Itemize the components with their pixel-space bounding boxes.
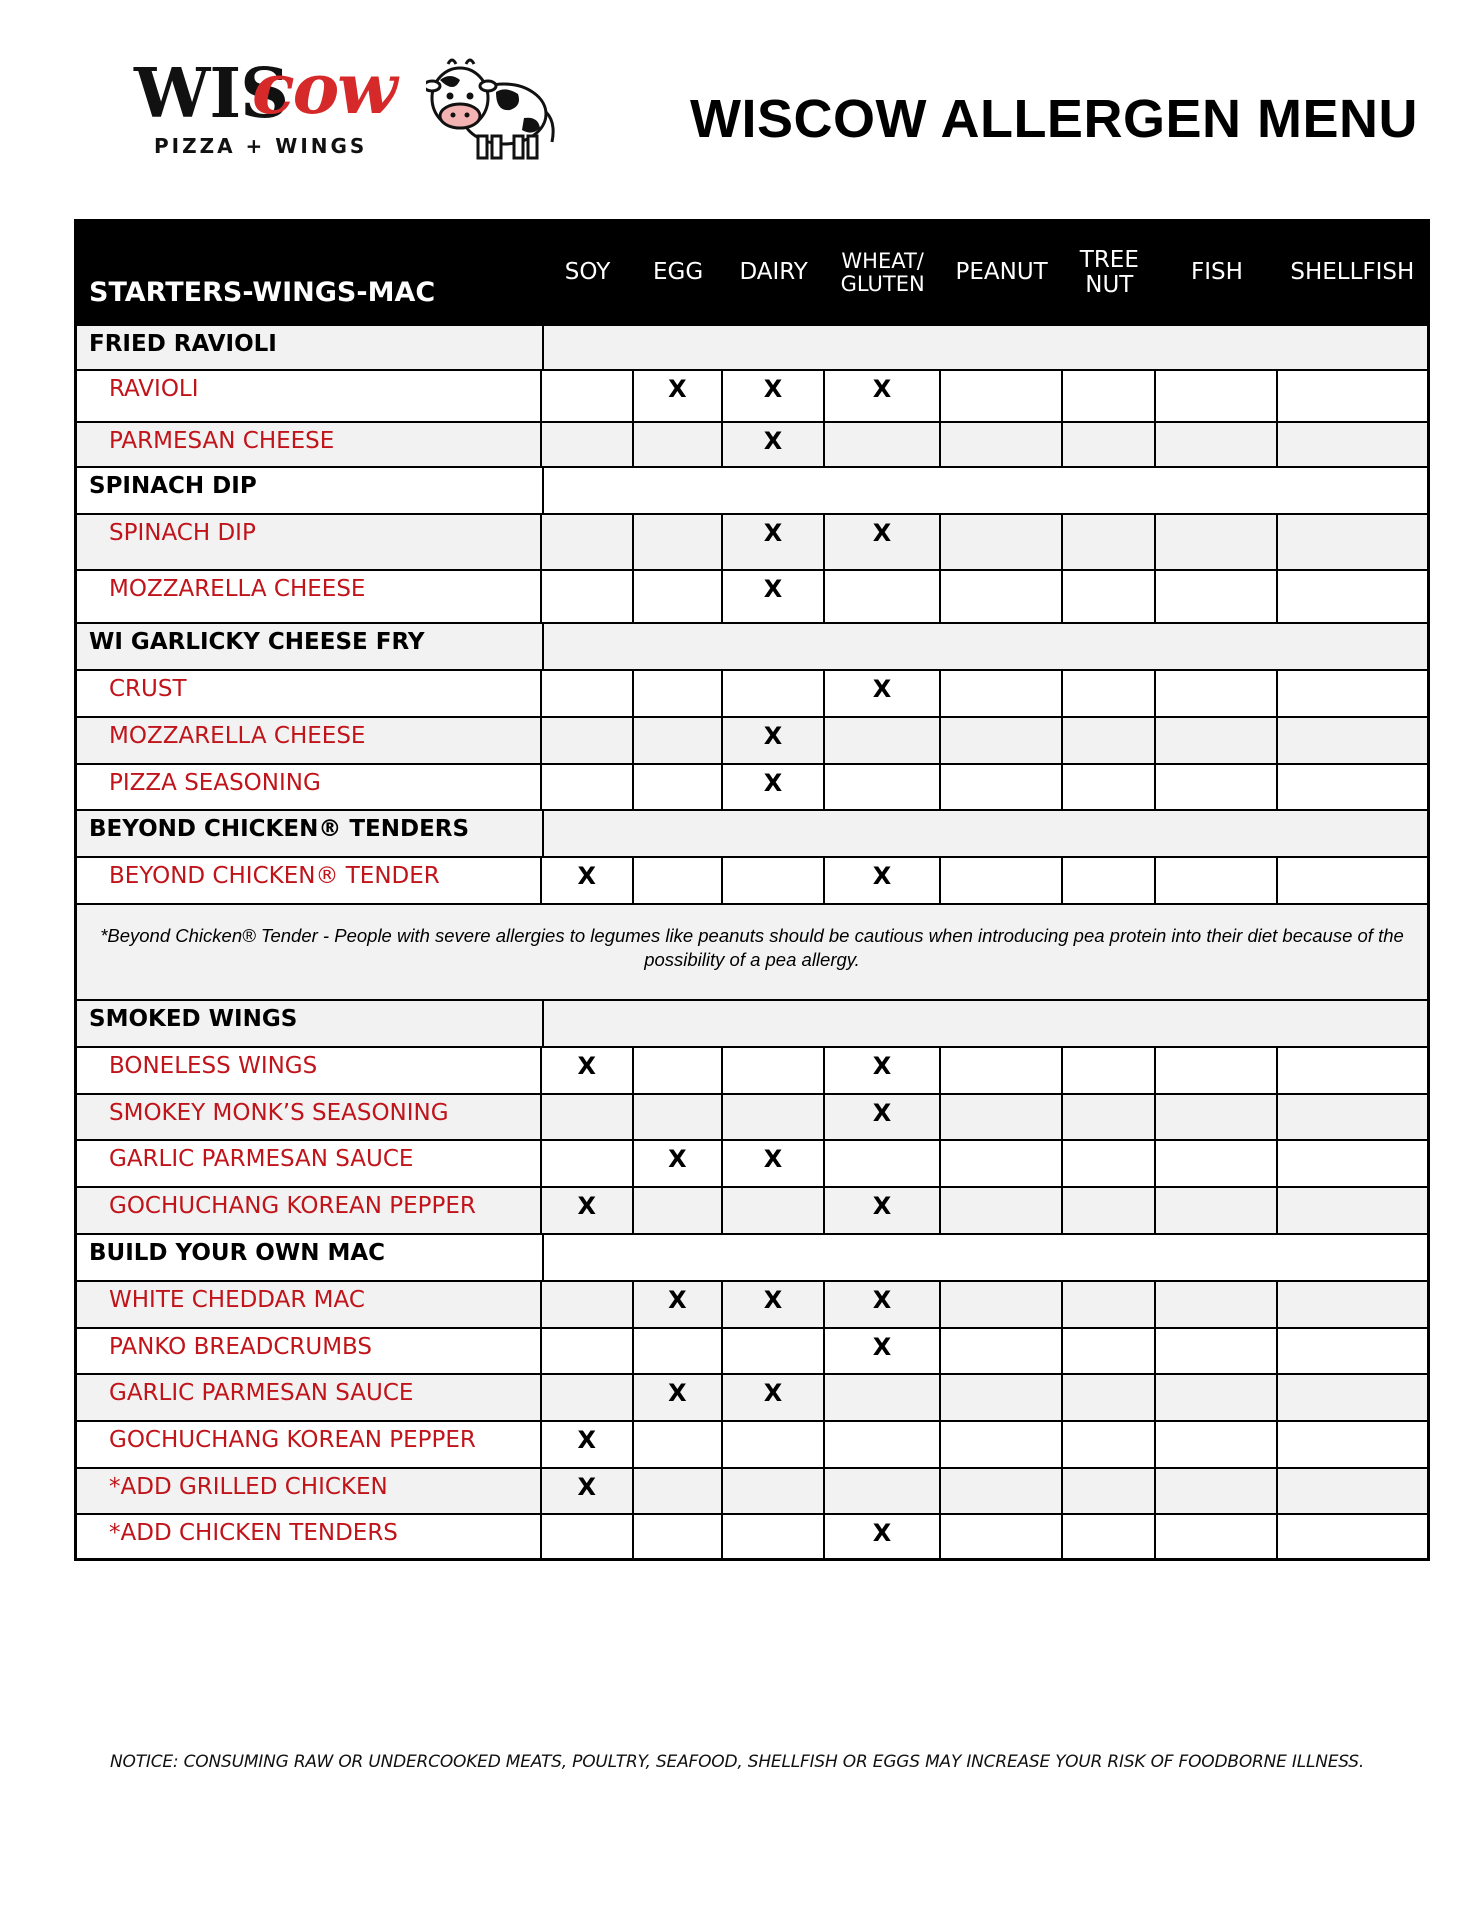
table-row <box>77 669 1427 716</box>
table-row <box>77 569 1427 622</box>
allergen-cell <box>1278 1469 1427 1513</box>
allergen-cell <box>1063 1375 1157 1420</box>
column-header-shellfish: SHELLFISH <box>1290 259 1415 286</box>
allergen-cell: X <box>634 1141 724 1186</box>
allergen-cell <box>634 1329 724 1373</box>
allergen-cell <box>825 1375 941 1420</box>
allergen-cell: X <box>542 1048 634 1093</box>
allergen-cell <box>1156 1188 1277 1233</box>
item-name: MOZZARELLA CHEESE <box>77 571 542 622</box>
allergen-cell <box>1063 671 1157 716</box>
allergen-cell <box>1156 1469 1277 1513</box>
item-name: *ADD GRILLED CHICKEN <box>77 1469 542 1513</box>
allergen-cell <box>825 1422 941 1467</box>
table-row <box>77 1327 1427 1373</box>
allergen-cell <box>542 1141 634 1186</box>
allergen-cell <box>1156 671 1277 716</box>
allergen-cell <box>1278 1515 1427 1558</box>
allergen-cell <box>941 1375 1062 1420</box>
allergen-cell <box>634 423 724 466</box>
table-row <box>77 1046 1427 1093</box>
allergen-cell <box>1156 1282 1277 1327</box>
section-title: FRIED RAVIOLI <box>77 326 544 369</box>
allergen-cell <box>825 423 941 466</box>
allergen-cell <box>723 1188 825 1233</box>
allergen-cell <box>1156 1329 1277 1373</box>
allergen-cell <box>941 1515 1062 1558</box>
allergen-cell: X <box>542 858 634 903</box>
allergen-cell <box>941 1095 1062 1139</box>
allergen-cell <box>941 423 1062 466</box>
allergen-cell <box>1063 571 1157 622</box>
column-header-egg: EGG <box>653 259 704 286</box>
allergen-cell <box>542 423 634 466</box>
allergen-cell <box>941 1048 1062 1093</box>
allergen-cell <box>825 718 941 763</box>
allergen-cell <box>542 671 634 716</box>
allergen-cell <box>723 1469 825 1513</box>
allergen-cell <box>1278 1048 1427 1093</box>
allergen-cell <box>1156 571 1277 622</box>
allergen-cell <box>1278 1329 1427 1373</box>
allergen-cell: X <box>542 1422 634 1467</box>
allergen-cell: X <box>825 1095 941 1139</box>
table-row <box>77 1373 1427 1420</box>
item-name: PANKO BREADCRUMBS <box>77 1329 542 1373</box>
allergen-cell <box>542 571 634 622</box>
allergen-cell <box>1063 371 1157 421</box>
item-name: CRUST <box>77 671 542 716</box>
allergen-cell <box>825 1141 941 1186</box>
item-name: SPINACH DIP <box>77 515 542 569</box>
item-name: SMOKEY MONK’S SEASONING <box>77 1095 542 1139</box>
allergen-cell <box>941 718 1062 763</box>
allergen-cell <box>634 1515 724 1558</box>
item-name: PARMESAN CHEESE <box>77 423 542 466</box>
allergen-cell: X <box>825 1048 941 1093</box>
logo-subtitle: PIZZA + WINGS <box>154 134 368 158</box>
allergen-cell: X <box>825 1188 941 1233</box>
allergen-cell <box>634 1422 724 1467</box>
item-name: RAVIOLI <box>77 371 542 421</box>
item-name: BEYOND CHICKEN® TENDER <box>77 858 542 903</box>
allergen-cell: X <box>634 371 724 421</box>
item-name: GARLIC PARMESAN SAUCE <box>77 1375 542 1420</box>
section-row <box>77 622 1427 669</box>
section-spacer <box>544 468 1427 513</box>
allergen-cell: X <box>825 1329 941 1373</box>
allergen-cell <box>1278 765 1427 809</box>
section-spacer <box>544 811 1427 856</box>
allergen-cell <box>634 1095 724 1139</box>
item-name: *ADD CHICKEN TENDERS <box>77 1515 542 1558</box>
logo-wordmark-cow: cow <box>252 47 396 130</box>
allergen-cell <box>1156 718 1277 763</box>
section-spacer <box>544 624 1427 669</box>
allergen-cell <box>1278 1375 1427 1420</box>
allergen-cell <box>941 1329 1062 1373</box>
column-header-peanut: PEANUT <box>955 259 1048 286</box>
item-name: WHITE CHEDDAR MAC <box>77 1282 542 1327</box>
allergen-cell <box>1278 515 1427 569</box>
allergen-cell: X <box>634 1375 724 1420</box>
allergen-cell <box>1063 1095 1157 1139</box>
table-row <box>77 513 1427 569</box>
section-row <box>77 999 1427 1046</box>
allergen-cell <box>634 1469 724 1513</box>
allergen-cell: X <box>723 1282 825 1327</box>
allergen-cell <box>723 1048 825 1093</box>
table-body <box>77 324 1427 1558</box>
allergen-cell <box>941 1469 1062 1513</box>
allergen-cell <box>1278 1095 1427 1139</box>
allergen-cell <box>941 1141 1062 1186</box>
item-name: GOCHUCHANG KOREAN PEPPER <box>77 1422 542 1467</box>
allergen-cell: X <box>542 1188 634 1233</box>
allergen-cell <box>1278 1282 1427 1327</box>
allergen-cell <box>1063 515 1157 569</box>
item-name: GOCHUCHANG KOREAN PEPPER <box>77 1188 542 1233</box>
allergen-cell <box>542 1329 634 1373</box>
allergen-cell <box>1156 371 1277 421</box>
allergen-cell <box>542 1095 634 1139</box>
column-header-tree-nut: TREE NUT <box>1079 246 1139 298</box>
allergen-cell <box>1063 858 1157 903</box>
allergen-cell: X <box>825 858 941 903</box>
section-spacer <box>544 1235 1427 1280</box>
allergen-cell <box>1063 1141 1157 1186</box>
table-row <box>77 1093 1427 1139</box>
table-row <box>77 1513 1427 1558</box>
allergen-cell <box>1278 858 1427 903</box>
allergen-cell <box>542 371 634 421</box>
allergen-cell <box>1156 1515 1277 1558</box>
allergen-cell <box>1156 1095 1277 1139</box>
table-row <box>77 856 1427 903</box>
allergen-cell <box>634 1188 724 1233</box>
allergen-cell: X <box>723 571 825 622</box>
allergen-cell <box>1063 1188 1157 1233</box>
allergen-cell <box>1063 1469 1157 1513</box>
item-name: PIZZA SEASONING <box>77 765 542 809</box>
section-title: BUILD YOUR OWN MAC <box>77 1235 544 1280</box>
allergen-cell <box>1063 423 1157 466</box>
allergen-cell <box>941 858 1062 903</box>
allergen-cell <box>1156 1141 1277 1186</box>
allergen-cell <box>825 765 941 809</box>
table-row <box>77 1139 1427 1186</box>
allergen-cell <box>1156 1422 1277 1467</box>
allergen-cell <box>542 1515 634 1558</box>
allergen-cell <box>941 1282 1062 1327</box>
table-header <box>77 222 1427 324</box>
section-spacer <box>544 1001 1427 1046</box>
allergen-cell <box>1278 1141 1427 1186</box>
allergen-cell <box>542 1375 634 1420</box>
allergen-cell: X <box>634 1282 724 1327</box>
allergen-cell <box>941 765 1062 809</box>
section-title: WI GARLICKY CHEESE FRY <box>77 624 544 669</box>
allergen-cell <box>941 371 1062 421</box>
allergen-cell: X <box>825 671 941 716</box>
allergen-cell <box>1063 718 1157 763</box>
allergen-cell <box>723 1329 825 1373</box>
allergen-cell <box>1063 1048 1157 1093</box>
table-row <box>77 1467 1427 1513</box>
allergen-cell <box>1278 718 1427 763</box>
allergen-cell <box>941 671 1062 716</box>
allergen-cell <box>1278 371 1427 421</box>
allergen-cell: X <box>723 1375 825 1420</box>
allergen-cell <box>723 1515 825 1558</box>
allergen-cell <box>634 515 724 569</box>
allergen-cell: X <box>825 371 941 421</box>
allergen-cell <box>1278 1422 1427 1467</box>
allergen-cell <box>941 1188 1062 1233</box>
allergen-cell: X <box>723 718 825 763</box>
allergen-cell <box>1278 671 1427 716</box>
allergen-cell <box>634 718 724 763</box>
allergen-cell <box>634 671 724 716</box>
allergen-cell <box>1156 515 1277 569</box>
column-header-fish: FISH <box>1191 259 1243 286</box>
allergen-cell <box>941 571 1062 622</box>
column-header-soy: SOY <box>564 259 611 286</box>
allergen-cell: X <box>825 1515 941 1558</box>
allergen-cell <box>1156 765 1277 809</box>
cow-mascot-icon <box>426 52 556 162</box>
section-row <box>77 809 1427 856</box>
section-title: SMOKED WINGS <box>77 1001 544 1046</box>
allergen-cell <box>723 671 825 716</box>
section-row <box>77 1233 1427 1280</box>
allergen-cell <box>542 765 634 809</box>
allergen-cell <box>634 858 724 903</box>
allergen-cell <box>542 515 634 569</box>
allergen-cell <box>825 1469 941 1513</box>
allergen-cell <box>1278 423 1427 466</box>
allergen-cell: X <box>825 1282 941 1327</box>
allergen-cell <box>723 1095 825 1139</box>
allergen-table <box>74 219 1430 1561</box>
allergen-cell <box>1063 1329 1157 1373</box>
allergen-cell <box>1156 1048 1277 1093</box>
pea-protein-note: *Beyond Chicken® Tender - People with severe allergies to legumes like peanuts should be cautious when introducing pea protein into their diet because of the possibility of a pea allergy. <box>77 903 1427 999</box>
table-row <box>77 1280 1427 1327</box>
allergen-cell <box>1278 571 1427 622</box>
allergen-cell <box>825 571 941 622</box>
allergen-cell: X <box>723 1141 825 1186</box>
table-row <box>77 763 1427 809</box>
table-row <box>77 1420 1427 1467</box>
allergen-cell: X <box>723 371 825 421</box>
page-title: WISCOW ALLERGEN MENU <box>690 89 1418 149</box>
table-row <box>77 1186 1427 1233</box>
allergen-cell <box>1063 1282 1157 1327</box>
allergen-cell: X <box>723 515 825 569</box>
table-row <box>77 716 1427 763</box>
table-row <box>77 369 1427 421</box>
table-row <box>77 421 1427 466</box>
allergen-cell <box>1063 1422 1157 1467</box>
allergen-cell: X <box>825 515 941 569</box>
wiscow-logo <box>134 47 554 170</box>
allergen-cell <box>634 1048 724 1093</box>
allergen-cell <box>723 1422 825 1467</box>
section-spacer <box>544 326 1427 369</box>
item-name: GARLIC PARMESAN SAUCE <box>77 1141 542 1186</box>
allergen-cell <box>1278 1188 1427 1233</box>
section-row <box>77 324 1427 369</box>
allergen-cell <box>542 1282 634 1327</box>
column-header-wheat-gluten: WHEAT/ GLUTEN <box>840 248 925 296</box>
allergen-cell <box>1063 765 1157 809</box>
item-name: BONELESS WINGS <box>77 1048 542 1093</box>
item-name: MOZZARELLA CHEESE <box>77 718 542 763</box>
section-row <box>77 466 1427 513</box>
allergen-cell <box>1156 1375 1277 1420</box>
section-title: SPINACH DIP <box>77 468 544 513</box>
foodborne-notice: NOTICE: CONSUMING RAW OR UNDERCOOKED MEATS, POULTRY, SEAFOOD, SHELLFISH OR EGGS MAY INCREASE YOUR RISK OF FOODBORNE ILLNESS. <box>110 1752 1365 1772</box>
allergen-cell: X <box>723 765 825 809</box>
allergen-cell <box>941 1422 1062 1467</box>
allergen-cell <box>634 571 724 622</box>
allergen-cell <box>542 718 634 763</box>
section-title: BEYOND CHICKEN® TENDERS <box>77 811 544 856</box>
allergen-cell: X <box>542 1469 634 1513</box>
allergen-cell <box>1063 1515 1157 1558</box>
allergen-cell <box>1156 858 1277 903</box>
allergen-cell <box>941 515 1062 569</box>
category-heading: STARTERS-WINGS-MAC <box>89 277 436 308</box>
logo-wordmark-wis: WIS <box>134 54 289 134</box>
allergen-cell <box>723 858 825 903</box>
column-header-dairy: DAIRY <box>739 259 808 286</box>
allergen-cell <box>1156 423 1277 466</box>
allergen-cell <box>634 765 724 809</box>
allergen-cell: X <box>723 423 825 466</box>
